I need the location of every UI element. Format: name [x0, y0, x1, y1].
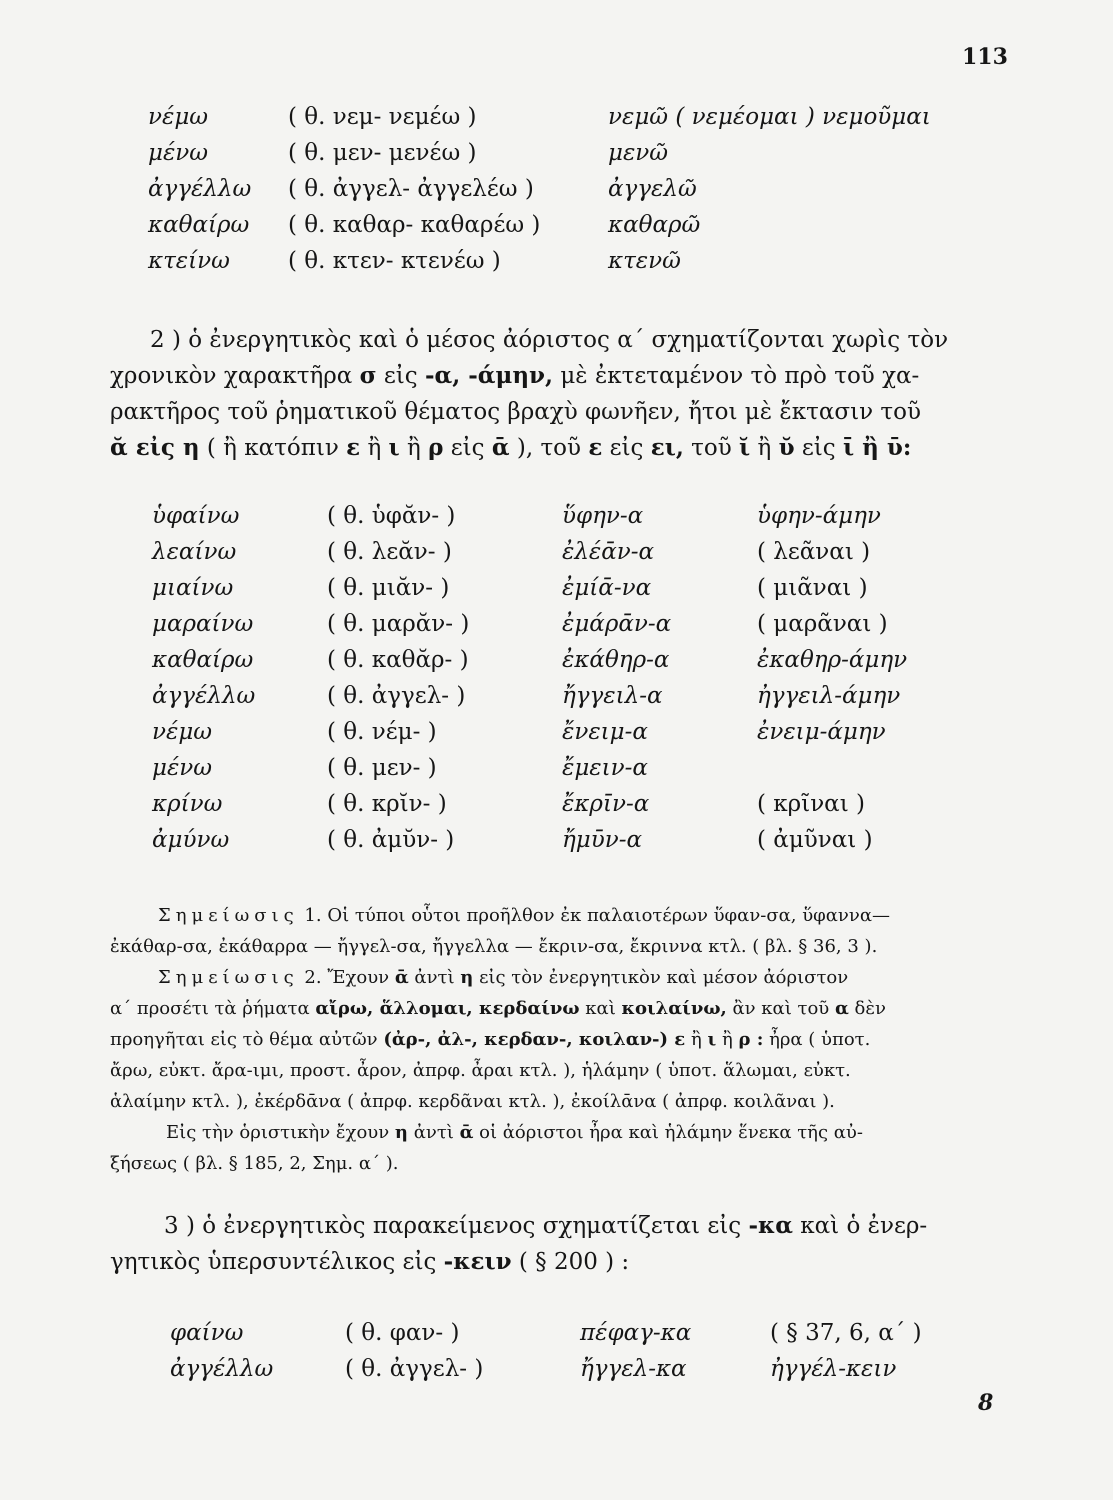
- middle-aorist-cell: ( λεᾶναι ): [757, 539, 871, 565]
- active-aorist-cell: ἐμίᾱ-να: [562, 575, 652, 601]
- verb-cell: καθαίρω: [152, 647, 254, 673]
- stem-cell: ( θ. ἀγγελ- ): [345, 1356, 484, 1382]
- verb-cell: ἀγγέλλω: [152, 683, 256, 709]
- forms-cell: καθαρῶ: [608, 212, 701, 238]
- stem-cell: ( θ. καθαρ- καθαρέω ): [288, 212, 541, 238]
- note-label: Σημείωσις: [158, 905, 299, 926]
- pluperfect-cell: ἠγγέλ-κειν: [770, 1356, 897, 1382]
- note-line: ξήσεως ( βλ. § 185, 2, Σημ. α΄ ).: [110, 1153, 399, 1174]
- verb-cell: νέμω: [152, 719, 213, 745]
- stem-cell: ( θ. φαν- ): [345, 1320, 460, 1346]
- stem-cell: ( θ. κρῐν- ): [327, 791, 447, 817]
- stem-cell: ( θ. νέμ- ): [327, 719, 437, 745]
- verb-cell: ὑφαίνω: [152, 503, 240, 529]
- active-aorist-cell: ὕφην-α: [562, 503, 644, 529]
- active-aorist-cell: ἔνειμ-α: [562, 719, 648, 745]
- page-number: 113: [962, 44, 1008, 70]
- paragraph-line: ρακτῆρος τοῦ ῥηματικοῦ θέματος βραχὺ φωνῆεν, ἤτοι μὲ ἔκτασιν τοῦ: [110, 399, 921, 425]
- verb-cell: μένω: [152, 755, 213, 781]
- middle-aorist-cell: ( μαρᾶναι ): [757, 611, 888, 637]
- stem-cell: ( θ. νεμ- νεμέω ): [288, 104, 477, 130]
- notes-block: [110, 900, 890, 1179]
- stem-cell: ( θ. μεν- μενέω ): [288, 140, 477, 166]
- active-aorist-cell: ἤγγειλ-α: [562, 683, 663, 709]
- verb-cell: φαίνω: [170, 1320, 244, 1346]
- middle-aorist-cell: ὑφην-άμην: [757, 503, 881, 529]
- reference-cell: ( § 37, 6, α΄ ): [770, 1320, 922, 1346]
- middle-aorist-cell: ( μιᾶναι ): [757, 575, 868, 601]
- forms-cell: κτενῶ: [608, 248, 681, 274]
- paragraph-line: 3 ) ὁ ἐνεργητικὸς παρακείμενος σχηματίζεται εἰς -κα καὶ ὁ ἐνερ-: [164, 1212, 928, 1239]
- note-line: α΄ προσέτι τὰ ῥήματα αἴρω, ἅλλομαι, κερδαίνω καὶ κοιλαίνω, ἂν καὶ τοῦ α δὲν: [110, 998, 886, 1019]
- stem-cell: ( θ. λεᾰν- ): [327, 539, 452, 565]
- middle-aorist-cell: ( ἀμῦναι ): [757, 827, 873, 853]
- verb-cell: λεαίνω: [152, 539, 237, 565]
- note-line: ἁλαίμην κτλ. ), ἐκέρδᾱνα ( ἀπρφ. κερδᾶναι κτλ. ), ἐκοίλᾱνα ( ἀπρφ. κοιλᾶναι ).: [110, 1091, 835, 1112]
- verb-cell: μαραίνω: [152, 611, 254, 637]
- forms-cell: νεμῶ ( νεμέομαι ) νεμοῦμαι: [608, 104, 931, 130]
- stem-cell: ( θ. κτεν- κτενέω ): [288, 248, 501, 274]
- verb-cell: ἀγγέλλω: [148, 176, 252, 202]
- verb-cell: ἀγγέλλω: [170, 1356, 274, 1382]
- note-line: ἐκάθαρ-σα, ἐκάθαρρα — ἤγγελ-σα, ἤγγελλα — ἔκριν-σα, ἔκριννα κτλ. ( βλ. § 36, 3 ).: [110, 936, 878, 957]
- perfect-cell: ἤγγελ-κα: [580, 1356, 687, 1382]
- forms-cell: ἀγγελῶ: [608, 176, 697, 202]
- middle-aorist-cell: ἐνειμ-άμην: [757, 719, 886, 745]
- forms-cell: μενῶ: [608, 140, 669, 166]
- stem-cell: ( θ. ὑφᾰν- ): [327, 503, 456, 529]
- active-aorist-cell: ἔκρῑν-α: [562, 791, 650, 817]
- perfect-cell: πέφαγ-κα: [580, 1320, 692, 1346]
- middle-aorist-cell: ἐκαθηρ-άμην: [757, 647, 908, 673]
- note-line: ἄρω, εὐκτ. ἄρα-ιμι, προστ. ἆρον, ἀπρφ. ἆραι κτλ. ), ἡλάμην ( ὑποτ. ἅλωμαι, εὐκτ.: [110, 1060, 851, 1081]
- middle-aorist-cell: ( κρῖναι ): [757, 791, 866, 817]
- signature-mark: 8: [978, 1390, 994, 1416]
- stem-cell: ( θ. μεν- ): [327, 755, 437, 781]
- active-aorist-cell: ἐλέᾱν-α: [562, 539, 655, 565]
- stem-cell: ( θ. ἀμῠν- ): [327, 827, 455, 853]
- middle-aorist-cell: ἠγγειλ-άμην: [757, 683, 901, 709]
- paragraph-line: 2 ) ὁ ἐνεργητικὸς καὶ ὁ μέσος ἀόριστος α΄ σχηματίζονται χωρὶς τὸν: [150, 327, 949, 353]
- stem-cell: ( θ. μαρᾰν- ): [327, 611, 470, 637]
- active-aorist-cell: ἐμάρᾱν-α: [562, 611, 672, 637]
- verb-cell: ἀμύνω: [152, 827, 230, 853]
- note-line: Σημείωσις 1. Οἱ τύποι οὗτοι προῆλθον ἐκ παλαιοτέρων ὕφαν-σα, ὕφαννα—: [158, 905, 890, 926]
- paragraph-line: γητικὸς ὑπερσυντέλικος εἰς -κειν ( § 200 ) :: [110, 1248, 630, 1275]
- verb-cell: κρίνω: [152, 791, 223, 817]
- verb-cell: νέμω: [148, 104, 209, 130]
- paragraph-line: ᾰ εἰς η ( ἢ κατόπιν ε ἢ ι ἢ ρ εἰς ᾱ ), τοῦ ε εἰς ει, τοῦ ῐ ἢ ῠ εἰς ῑ ἢ ῡ:: [110, 434, 912, 461]
- stem-cell: ( θ. καθᾰρ- ): [327, 647, 469, 673]
- paragraph-line: χρονικὸν χαρακτῆρα σ εἰς -α, -άμην, μὲ ἐκτεταμένον τὸ πρὸ τοῦ χα-: [110, 362, 920, 389]
- note-line: Σημείωσις 2. Ἔχουν ᾱ ἀντὶ η εἰς τὸν ἐνεργητικὸν καὶ μέσον ἀόριστον: [158, 967, 849, 988]
- stem-cell: ( θ. ἀγγελ- ): [327, 683, 466, 709]
- verb-cell: κτείνω: [148, 248, 230, 274]
- note-label: Σημείωσις: [158, 967, 299, 988]
- active-aorist-cell: ἤμῡν-α: [562, 827, 642, 853]
- note-line: προηγῆται εἰς τὸ θέμα αὐτῶν (ἀρ-, ἀλ-, κερδαν-, κοιλαν-) ε ἢ ι ἢ ρ : ἦρα ( ὑποτ.: [110, 1029, 871, 1050]
- stem-cell: ( θ. ἀγγελ- ἀγγελέω ): [288, 176, 534, 202]
- stem-cell: ( θ. μιᾰν- ): [327, 575, 450, 601]
- note-line: Εἰς τὴν ὁριστικὴν ἔχουν η ἀντὶ ᾱ οἱ ἀόριστοι ἦρα καὶ ἡλάμην ἕνεκα τῆς αὐ-: [166, 1122, 863, 1143]
- section-2-paragraph: [110, 322, 948, 466]
- verb-cell: μένω: [148, 140, 209, 166]
- verb-cell: μιαίνω: [152, 575, 234, 601]
- active-aorist-cell: ἐκάθηρ-α: [562, 647, 670, 673]
- verb-cell: καθαίρω: [148, 212, 250, 238]
- active-aorist-cell: ἔμειν-α: [562, 755, 648, 781]
- section-3-paragraph: [110, 1208, 927, 1280]
